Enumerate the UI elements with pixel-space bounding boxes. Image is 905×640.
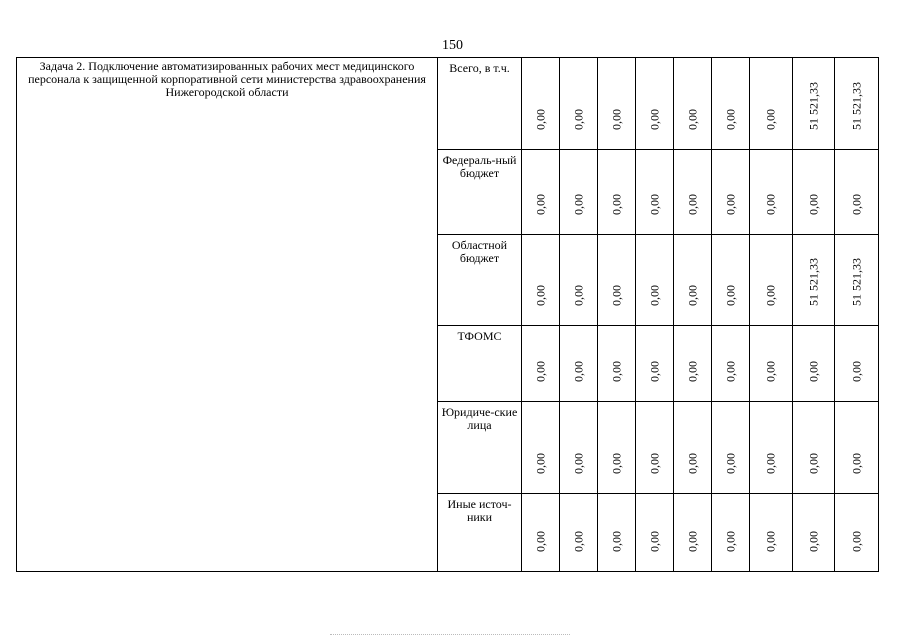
- amount-value: 0,00: [609, 109, 623, 130]
- value-cell: [522, 58, 560, 150]
- value-cell: [522, 235, 560, 326]
- amount-value: 0,00: [647, 453, 661, 474]
- amount-value: 0,00: [849, 194, 863, 215]
- value-cell: [598, 402, 636, 494]
- amount-value: 0,00: [685, 361, 699, 382]
- value-cell: [750, 402, 793, 494]
- amount-value: 0,00: [685, 285, 699, 306]
- amount-value: 0,00: [647, 361, 661, 382]
- funding-source: ТФОМС: [438, 326, 522, 402]
- amount-value: 51 521,33: [849, 258, 863, 306]
- funding-source: Областной бюджет: [438, 235, 522, 326]
- amount-value: 0,00: [647, 531, 661, 552]
- funding-source: Всего, в т.ч.: [438, 58, 522, 150]
- value-cell: [674, 326, 712, 402]
- value-cell: [750, 150, 793, 235]
- amount-value: 0,00: [571, 285, 585, 306]
- funding-source: Федераль-ный бюджет: [438, 150, 522, 235]
- amount-value: 0,00: [571, 361, 585, 382]
- amount-value: 0,00: [763, 109, 778, 130]
- value-cell: [750, 58, 793, 150]
- funding-source: Иные источ-ники: [438, 494, 522, 572]
- value-cell: [636, 494, 674, 572]
- amount-value: 0,00: [723, 194, 737, 215]
- amount-value: 0,00: [571, 453, 585, 474]
- amount-value: 0,00: [609, 194, 623, 215]
- scan-artifact: [330, 634, 570, 637]
- value-cell: [560, 402, 598, 494]
- amount-value: 0,00: [533, 531, 547, 552]
- value-cell: [835, 326, 879, 402]
- amount-value: 51 521,33: [806, 82, 820, 130]
- value-cell: [674, 402, 712, 494]
- value-cell: [636, 235, 674, 326]
- value-cell: [560, 494, 598, 572]
- amount-value: 0,00: [533, 285, 547, 306]
- value-cell: [712, 494, 750, 572]
- amount-value: 0,00: [806, 194, 820, 215]
- value-cell: [636, 326, 674, 402]
- value-cell: [674, 150, 712, 235]
- amount-value: 0,00: [609, 285, 623, 306]
- amount-value: 0,00: [647, 194, 661, 215]
- value-cell: [750, 494, 793, 572]
- amount-value: 0,00: [685, 109, 699, 130]
- page-number: 150: [442, 38, 463, 53]
- amount-value: 0,00: [763, 361, 778, 382]
- value-cell: [835, 235, 879, 326]
- amount-value: 0,00: [685, 531, 699, 552]
- amount-value: 0,00: [609, 361, 623, 382]
- value-cell: [712, 235, 750, 326]
- value-cell: [598, 58, 636, 150]
- amount-value: 0,00: [723, 453, 737, 474]
- value-cell: [522, 150, 560, 235]
- amount-value: 0,00: [763, 453, 778, 474]
- value-cell: [712, 150, 750, 235]
- value-cell: [712, 326, 750, 402]
- amount-value: 0,00: [533, 194, 547, 215]
- amount-value: 0,00: [609, 453, 623, 474]
- value-cell: [522, 494, 560, 572]
- value-cell: [560, 150, 598, 235]
- value-cell: [835, 494, 879, 572]
- amount-value: 0,00: [763, 194, 778, 215]
- value-cell: [522, 326, 560, 402]
- amount-value: 0,00: [849, 453, 863, 474]
- amount-value: 0,00: [806, 361, 820, 382]
- value-cell: [712, 58, 750, 150]
- amount-value: 0,00: [723, 285, 737, 306]
- value-cell: [793, 150, 835, 235]
- value-cell: [750, 326, 793, 402]
- amount-value: 51 521,33: [806, 258, 820, 306]
- value-cell: [522, 402, 560, 494]
- value-cell: [598, 150, 636, 235]
- value-cell: [793, 58, 835, 150]
- amount-value: 0,00: [647, 109, 661, 130]
- amount-value: 0,00: [806, 531, 820, 552]
- value-cell: [598, 326, 636, 402]
- value-cell: [793, 326, 835, 402]
- funding-table: [16, 57, 879, 572]
- value-cell: [835, 150, 879, 235]
- value-cell: [560, 326, 598, 402]
- value-cell: [674, 494, 712, 572]
- amount-value: 0,00: [849, 361, 863, 382]
- value-cell: [793, 235, 835, 326]
- value-cell: [674, 58, 712, 150]
- amount-value: 51 521,33: [849, 82, 863, 130]
- value-cell: [636, 150, 674, 235]
- amount-value: 0,00: [723, 531, 737, 552]
- amount-value: 0,00: [685, 194, 699, 215]
- amount-value: 0,00: [571, 531, 585, 552]
- value-cell: [636, 402, 674, 494]
- value-cell: [598, 235, 636, 326]
- amount-value: 0,00: [533, 361, 547, 382]
- value-cell: [636, 58, 674, 150]
- funding-source: Юридиче-ские лица: [438, 402, 522, 494]
- amount-value: 0,00: [533, 453, 547, 474]
- amount-value: 0,00: [763, 285, 778, 306]
- amount-value: 0,00: [723, 361, 737, 382]
- amount-value: 0,00: [763, 531, 778, 552]
- value-cell: [560, 235, 598, 326]
- table-row: [17, 58, 879, 150]
- value-cell: [560, 58, 598, 150]
- amount-value: 0,00: [571, 194, 585, 215]
- value-cell: [793, 494, 835, 572]
- amount-value: 0,00: [533, 109, 547, 130]
- value-cell: [712, 402, 750, 494]
- value-cell: [674, 235, 712, 326]
- value-cell: [835, 58, 879, 150]
- value-cell: [793, 402, 835, 494]
- amount-value: 0,00: [849, 531, 863, 552]
- amount-value: 0,00: [647, 285, 661, 306]
- value-cell: [598, 494, 636, 572]
- amount-value: 0,00: [609, 531, 623, 552]
- value-cell: [835, 402, 879, 494]
- task-description: Задача 2. Подключение автоматизированных рабочих мест медицинского персонала к защищенной корпоративной сети министерства здравоохранения Нижегородской области: [17, 58, 438, 572]
- amount-value: 0,00: [806, 453, 820, 474]
- amount-value: 0,00: [571, 109, 585, 130]
- value-cell: [750, 235, 793, 326]
- amount-value: 0,00: [723, 109, 737, 130]
- amount-value: 0,00: [685, 453, 699, 474]
